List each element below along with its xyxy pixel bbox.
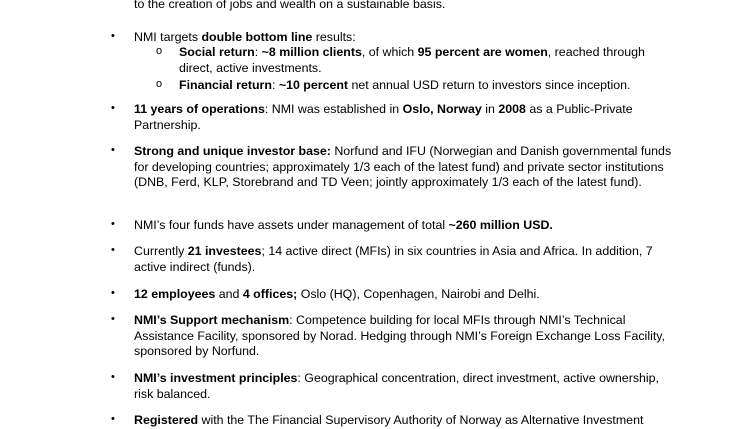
bullet-text <box>134 371 674 402</box>
bullet-text <box>134 287 674 303</box>
text-run: NMI’s four funds have assets under management of total <box>134 218 449 232</box>
bold-text-run: 95 percent are women <box>417 45 548 59</box>
bullet-text <box>134 218 674 234</box>
bullet-glyph: • <box>111 102 115 114</box>
bullet-glyph: • <box>111 144 115 156</box>
bold-text-run: NMI’s investment principles <box>134 371 298 385</box>
bold-text-run: ~8 million clients <box>261 45 362 59</box>
bullet-text <box>134 313 674 360</box>
bullet-glyph: • <box>111 413 115 425</box>
sub-bullet-item <box>134 45 674 76</box>
sub-bullet-text <box>179 78 669 94</box>
bold-text-run: Registered <box>134 413 199 427</box>
text-run: NMI targets <box>134 30 202 44</box>
text-run: : <box>254 45 262 59</box>
text-run: Norfund and IFU (Norwegian and Danish governmental funds for developing countries; approximately 1/3 each of the latest fund) and private sector institutions (DNB, Ferd, KLP, Storebrand and TD Veen; jointly approximately 1/3 each of the latest fund). <box>134 144 672 190</box>
sub-bullet-glyph: o <box>156 45 163 57</box>
bullet-glyph: • <box>111 371 115 383</box>
bold-text-run: 11 years of operations <box>134 102 265 116</box>
bold-text-run: Oslo, Norway <box>402 102 482 116</box>
text-run: net annual USD return to investors since inception. <box>348 78 631 93</box>
bullet-glyph: • <box>111 30 115 42</box>
bullet-text <box>134 102 674 133</box>
bold-text-run: Financial return <box>179 78 272 93</box>
sub-bullet-glyph: o <box>156 78 163 91</box>
text-run: Currently <box>134 244 188 258</box>
text-run: , of which <box>361 45 418 59</box>
bullet-text <box>134 244 674 275</box>
bold-text-run: NMI’s Support mechanism <box>134 313 290 327</box>
text-run: as a Public-Private Partnership. <box>134 102 633 132</box>
bold-text-run: 12 employees <box>134 287 216 301</box>
bullet-text <box>134 30 674 46</box>
text-run: results: <box>312 30 356 44</box>
bold-text-run: Social return <box>179 45 255 59</box>
bold-text-run: double bottom line <box>201 30 313 44</box>
bullet-glyph: • <box>111 218 115 230</box>
sub-bullet-list <box>134 45 674 94</box>
bold-text-run: 4 offices; <box>242 287 298 301</box>
text-run: and <box>215 287 243 301</box>
bullet-text <box>134 144 674 191</box>
bold-text-run: 21 investees <box>187 244 262 258</box>
text-run: Oslo (HQ), Copenhagen, Nairobi and Delhi. <box>297 287 540 301</box>
bullet-glyph: • <box>111 244 115 256</box>
bullet-glyph: • <box>111 287 115 299</box>
bold-text-run: ~10 percent <box>278 78 349 93</box>
text-run: : <box>271 78 279 93</box>
text-run: in <box>481 102 499 116</box>
bold-text-run: 2008 <box>498 102 526 116</box>
bullet-text <box>134 413 674 429</box>
text-run: : Geographical concentration, direct investment, active ownership, risk balanced. <box>134 371 660 401</box>
text-run: : Competence building for local MFIs through NMI’s Technical Assistance Facility, sponsored by Norad. Hedging through NMI’s Foreign Exchange Loss Facility, sponsored by Norfund. <box>134 313 665 359</box>
sub-bullet-item <box>134 78 674 94</box>
bullet-glyph: • <box>111 313 115 325</box>
sub-bullet-text <box>179 45 669 76</box>
intro-tail-text: to the creation of jobs and wealth on a sustainable basis. <box>134 0 446 11</box>
text-run: : NMI was established in <box>264 102 403 116</box>
bold-text-run: ~260 million USD. <box>448 218 553 232</box>
bold-text-run: Strong and unique investor base: <box>134 144 331 158</box>
text-run: with the The Financial Supervisory Authority of Norway as Alternative Investment <box>198 413 644 427</box>
text-run: , reached through direct, active investments. <box>179 45 645 75</box>
text-run: ; 14 active direct (MFIs) in six countries in Asia and Africa. In addition, 7 active indirect (funds). <box>134 244 653 274</box>
